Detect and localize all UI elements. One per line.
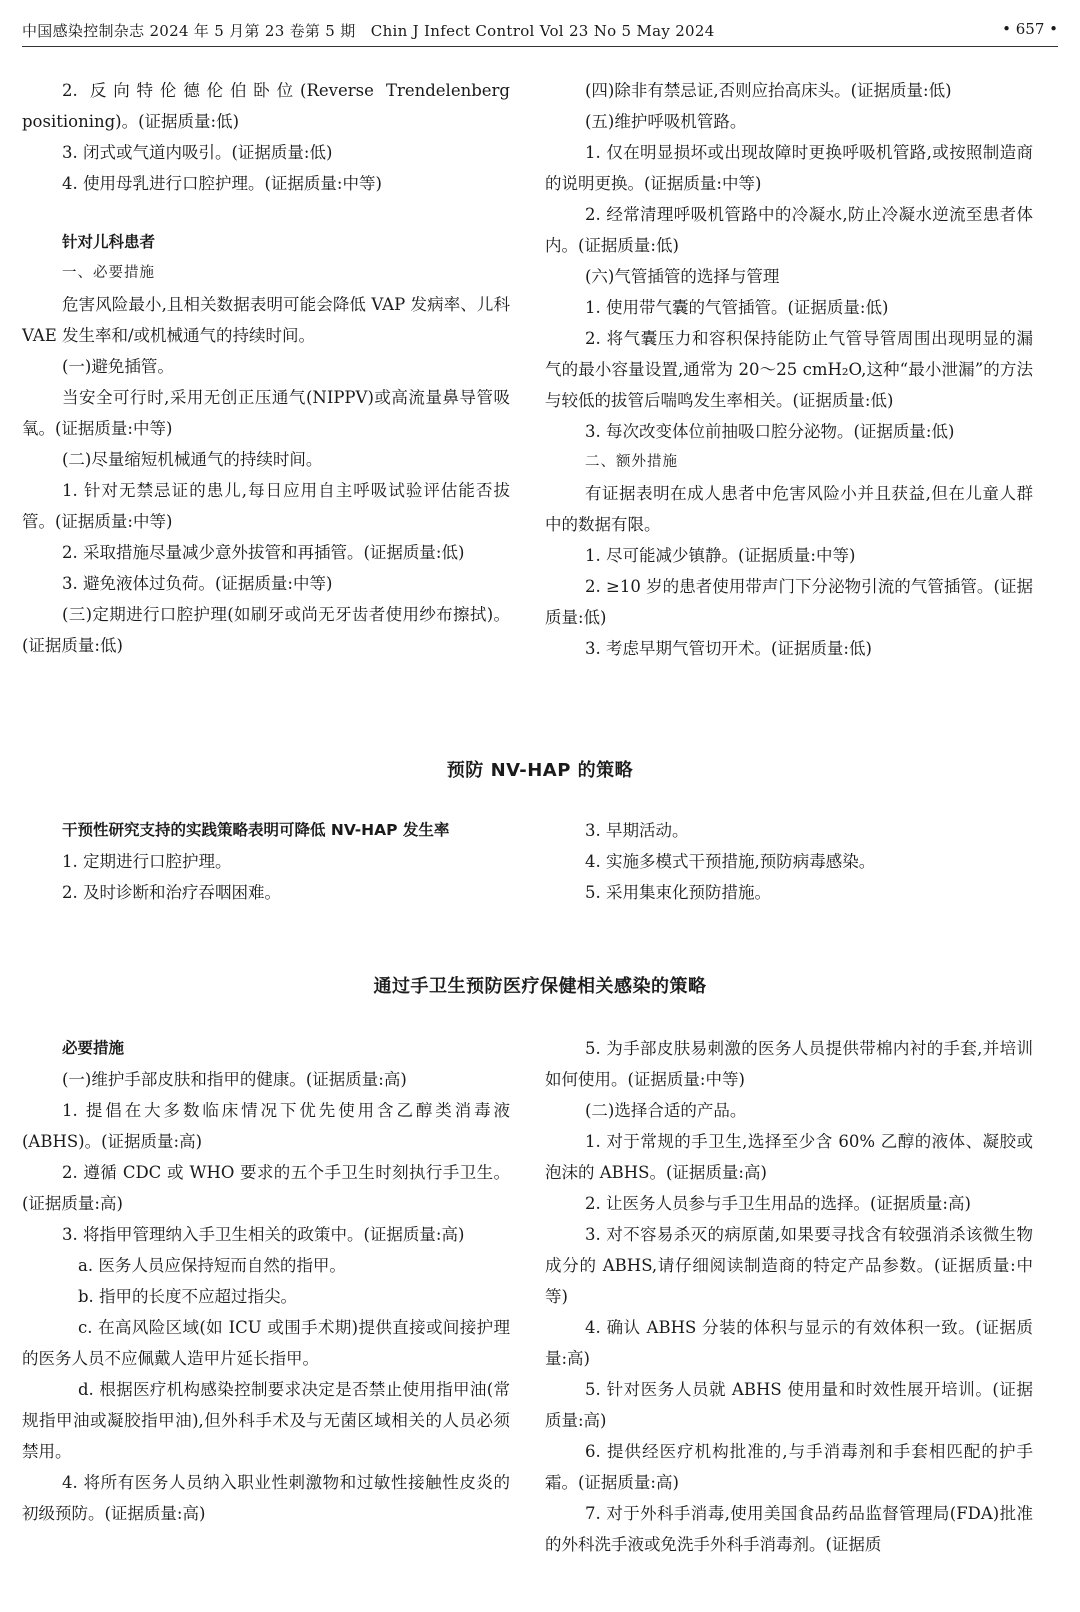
paragraph: d. 根据医疗机构感染控制要求决定是否禁止使用指甲油(常规指甲油或凝胶指甲油),但外科手术及与无菌区域相关的人员必须禁用。	[22, 1380, 510, 1461]
paragraph: 2. 及时诊断和治疗吞咽困难。	[62, 883, 281, 902]
paragraph: 3. 闭式或气道内吸引。(证据质量:低)	[62, 143, 333, 162]
nvhap-left-column	[22, 815, 510, 908]
paragraph: 3. 将指甲管理纳入手卫生相关的政策中。(证据质量:高)	[62, 1225, 465, 1244]
subsection-heading: 二、额外措施	[585, 454, 678, 470]
paragraph: 1. 仅在明显损坏或出现故障时更换呼吸机管路,或按照制造商的说明更换。(证据质量:中等)	[545, 143, 1033, 193]
paragraph: 2. 遵循 CDC 或 WHO 要求的五个手卫生时刻执行手卫生。(证据质量:高)	[22, 1163, 510, 1213]
paragraph: 4. 将所有医务人员纳入职业性刺激物和过敏性接触性皮炎的初级预防。(证据质量:高)	[22, 1473, 510, 1523]
paragraph: (六)气管插管的选择与管理	[585, 267, 780, 286]
paragraph: 4. 使用母乳进行口腔护理。(证据质量:中等)	[62, 174, 382, 193]
paragraph: 5. 针对医务人员就 ABHS 使用量和时效性展开培训。(证据质量:高)	[545, 1380, 1033, 1430]
paragraph: 1. 提倡在大多数临床情况下优先使用含乙醇类消毒液(ABHS)。(证据质量:高)	[22, 1101, 510, 1151]
right-column-top	[545, 75, 1033, 664]
subsection-heading: 一、必要措施	[62, 265, 155, 281]
paragraph: 7. 对于外科手消毒,使用美国食品药品监督管理局(FDA)批准的外科洗手液或免洗手外科手消毒剂。(证据质	[545, 1504, 1033, 1554]
journal-citation: 中国感染控制杂志 2024 年 5 月第 23 卷第 5 期 Chin J Infect Control Vol 23 No 5 May 2024	[22, 22, 715, 40]
paragraph: (三)定期进行口腔护理(如刷牙或尚无牙齿者使用纱布擦拭)。(证据质量:低)	[22, 605, 510, 655]
paragraph: (一)维护手部皮肤和指甲的健康。(证据质量:高)	[62, 1070, 407, 1089]
hand-hygiene-section-title: 通过手卫生预防医疗保健相关感染的策略	[373, 976, 707, 997]
paragraph: 当安全可行时,采用无创正压通气(NIPPV)或高流量鼻导管吸氧。(证据质量:中等)	[22, 388, 510, 438]
paragraph: c. 在高风险区域(如 ICU 或围手术期)提供直接或间接护理的医务人员不应佩戴人造甲片延长指甲。	[22, 1318, 510, 1368]
paragraph: (二)尽量缩短机械通气的持续时间。	[62, 450, 323, 469]
paragraph: 6. 提供经医疗机构批准的,与手消毒剂和手套相匹配的护手霜。(证据质量:高)	[545, 1442, 1033, 1492]
page-number: • 657 •	[1002, 20, 1058, 38]
paragraph: 2. 将气囊压力和容积保持能防止气管导管周围出现明显的漏气的最小容量设置,通常为 20～25 cmH₂O,这种“最小泄漏”的方法与较低的拔管后喘鸣发生率相关。(证据质量:低)	[545, 329, 1033, 410]
paragraph: 1. 定期进行口腔护理。	[62, 852, 232, 871]
paragraph: (二)选择合适的产品。	[585, 1101, 747, 1120]
paragraph: 1. 使用带气囊的气管插管。(证据质量:低)	[585, 298, 889, 317]
paragraph: 1. 对于常规的手卫生,选择至少含 60% 乙醇的液体、凝胶或泡沫的 ABHS。(证据质量:高)	[545, 1132, 1033, 1182]
hand-right-column	[545, 1033, 1033, 1560]
paragraph: 5. 采用集束化预防措施。	[585, 883, 771, 902]
paragraph: 2. 反向特伦德伦伯卧位(Reverse Trendelenberg positioning)。(证据质量:低)	[22, 81, 510, 131]
left-column-top	[22, 75, 510, 661]
paragraph: 2. 经常清理呼吸机管路中的冷凝水,防止冷凝水逆流至患者体内。(证据质量:低)	[545, 205, 1033, 255]
nvhap-right-column	[545, 815, 1033, 908]
section-heading: 干预性研究支持的实践策略表明可降低 NV-HAP 发生率	[62, 821, 450, 839]
hand-left-column	[22, 1033, 510, 1529]
paragraph: 1. 针对无禁忌证的患儿,每日应用自主呼吸试验评估能否拔管。(证据质量:中等)	[22, 481, 510, 531]
section-heading: 必要措施	[62, 1039, 125, 1057]
paragraph: 2. 让医务人员参与手卫生用品的选择。(证据质量:高)	[585, 1194, 971, 1213]
paragraph: 2. 采取措施尽量减少意外拔管和再插管。(证据质量:低)	[62, 543, 465, 562]
paragraph: b. 指甲的长度不应超过指尖。	[78, 1287, 298, 1306]
paragraph: 有证据表明在成人患者中危害风险小并且获益,但在儿童人群中的数据有限。	[545, 484, 1033, 534]
running-header	[22, 16, 1058, 47]
paragraph: 3. 每次改变体位前抽吸口腔分泌物。(证据质量:低)	[585, 422, 955, 441]
paragraph: 危害风险最小,且相关数据表明可能会降低 VAP 发病率、儿科 VAE 发生率和/或机械通气的持续时间。	[22, 295, 510, 345]
paragraph: 4. 实施多模式干预措施,预防病毒感染。	[585, 852, 876, 871]
paragraph: (四)除非有禁忌证,否则应抬高床头。(证据质量:低)	[585, 81, 952, 100]
section-heading: 针对儿科患者	[62, 233, 156, 251]
paragraph: 3. 早期活动。	[585, 821, 689, 840]
paragraph: (五)维护呼吸机管路。	[585, 112, 747, 131]
paragraph: 3. 考虑早期气管切开术。(证据质量:低)	[585, 639, 872, 658]
paragraph: 4. 确认 ABHS 分装的体积与显示的有效体积一致。(证据质量:高)	[545, 1318, 1033, 1368]
paragraph: 2. ≥10 岁的患者使用带声门下分泌物引流的气管插管。(证据质量:低)	[545, 577, 1033, 627]
paragraph: 1. 尽可能减少镇静。(证据质量:中等)	[585, 546, 856, 565]
paragraph: (一)避免插管。	[62, 357, 174, 376]
paragraph: a. 医务人员应保持短而自然的指甲。	[78, 1256, 346, 1275]
nvhap-section-title: 预防 NV-HAP 的策略	[446, 760, 634, 781]
paragraph: 5. 为手部皮肤易刺激的医务人员提供带棉内衬的手套,并培训如何使用。(证据质量:中等)	[545, 1039, 1033, 1089]
paragraph: 3. 避免液体过负荷。(证据质量:中等)	[62, 574, 333, 593]
paragraph: 3. 对不容易杀灭的病原菌,如果要寻找含有较强消杀该微生物成分的 ABHS,请仔细阅读制造商的特定产品参数。(证据质量:中等)	[545, 1225, 1033, 1306]
